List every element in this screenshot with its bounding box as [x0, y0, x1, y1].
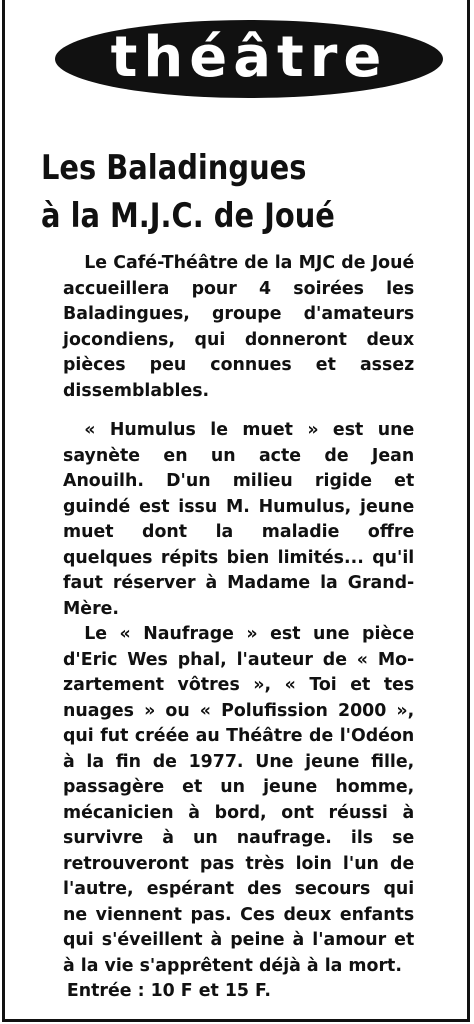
article-paragraph: « Humulus le muet » est une saynète en un acte de Jean Anouilh. D'un milieu rigide et guindé est issu M. Humulus, jeune muet dont la maladie offre quelques répits bien limités... qu'il faut réserver à Madame la Grand-Mère.	[63, 419, 415, 619]
headline-line-1: Les Baladingues	[41, 148, 307, 188]
article-frame	[2, 0, 470, 1022]
admission-price: Entrée : 10 F et 15 F.	[66, 980, 271, 1001]
article-body	[63, 250, 414, 1004]
article-paragraph: Le Café-Théâtre de la MJC de Joué accueillera pour 4 soirées les Baladingues, groupe d'amateurs jocondiens, qui donneront deux pièces peu connues et assez dissemblables.	[63, 252, 415, 401]
headline-line-2: à la M.J.C. de Joué	[41, 196, 335, 236]
article-headline	[41, 144, 335, 240]
article-paragraph: Le « Naufrage » est une pièce d'Eric Wes phal, l'auteur de « Mozartement vôtres », « Toi et tes nuages » ou « Polufission 2000 », qui fut créée au Théâtre de l'Odéon à la fin de 1977. Une jeune fille, passagère et un jeune homme, mécanicien à bord, ont réussi à survivre à un naufrage. ils se retrouveront pas très loin l'un de l'autre, espérant des secours qui ne viennent pas. Ces deux enfants qui s'éveillent à peine à l'amour et à la vie s'apprêtent déjà à la mort.	[63, 623, 415, 976]
section-rubric-label: théâtre	[110, 25, 388, 90]
section-rubric-banner	[55, 20, 443, 98]
